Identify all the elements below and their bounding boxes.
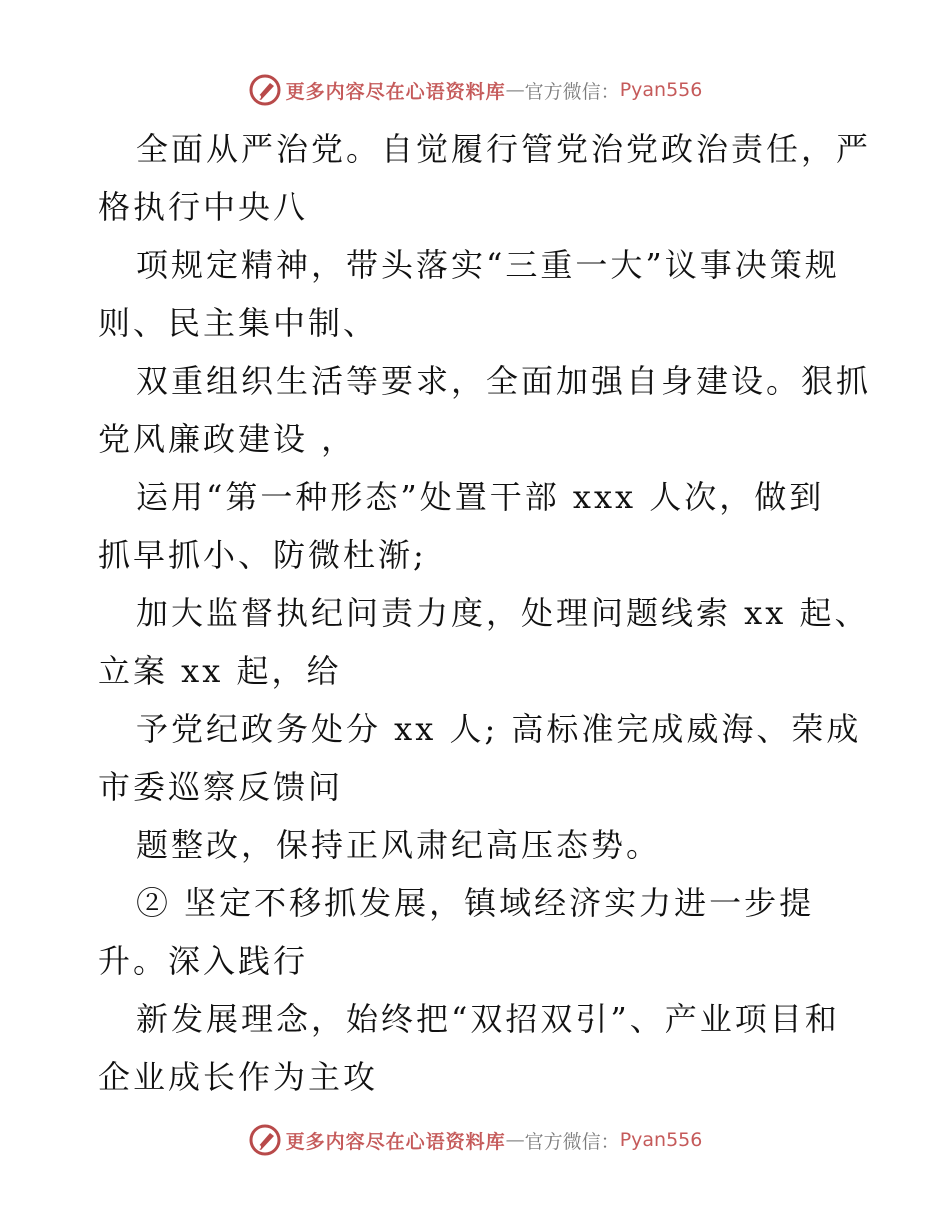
text-line-16: 新发展理念，始终把“双招双引”、产业项目和 [136,1000,840,1038]
text-line-9: 加大监督执纪问责力度，处理问题线索 xx 起、 [136,594,870,632]
pen-logo-icon [248,1123,282,1157]
text-line-3: 项规定精神，带头落实“三重一大”议事决策规 [136,246,840,284]
text-line-7: 运用“第一种形态”处置干部 xxx 人次，做到 [136,478,825,516]
watermark-wechat-label: 官方微信： [524,1130,620,1153]
text-line-1: 全面从严治党。自觉履行管党治党政治责任，严 [136,130,872,168]
header-watermark [0,70,950,110]
watermark-wechat-handle: Pyan556 [619,1129,703,1151]
text-line-4: 则、民主集中制、 [98,304,379,342]
watermark-dash: — [505,1129,525,1151]
pen-logo-icon [248,73,282,107]
text-line-10: 立案 xx 起，给 [98,652,342,690]
text-line-2: 格执行中央八 [98,188,309,226]
watermark-brand: 更多内容尽在心语资料库 [285,1130,506,1153]
watermark-wechat-label: 官方微信： [524,80,620,103]
text-line-6: 党风廉政建设 ， [98,420,357,458]
text-line-15: 升。深入践行 [98,942,309,980]
text-line-14: ② 坚定不移抓发展，镇域经济实力进一步提 [136,884,815,922]
watermark-brand: 更多内容尽在心语资料库 [285,80,506,103]
watermark-wechat-handle: Pyan556 [619,79,703,101]
text-line-13: 题整改，保持正风肃纪高压态势。 [136,826,662,864]
text-line-11: 予党纪政务处分 xx 人; 高标准完成威海、荣成 [136,710,862,748]
watermark-dash: — [505,79,525,101]
text-line-5: 双重组织生活等要求，全面加强自身建设。狠抓 [136,362,872,400]
text-line-8: 抓早抓小、防微杜渐; [98,536,427,574]
footer-watermark [0,1120,950,1160]
text-line-12: 市委巡察反馈问 [98,768,344,806]
document-body [98,120,872,1106]
text-line-17: 企业成长作为主攻 [98,1058,379,1096]
